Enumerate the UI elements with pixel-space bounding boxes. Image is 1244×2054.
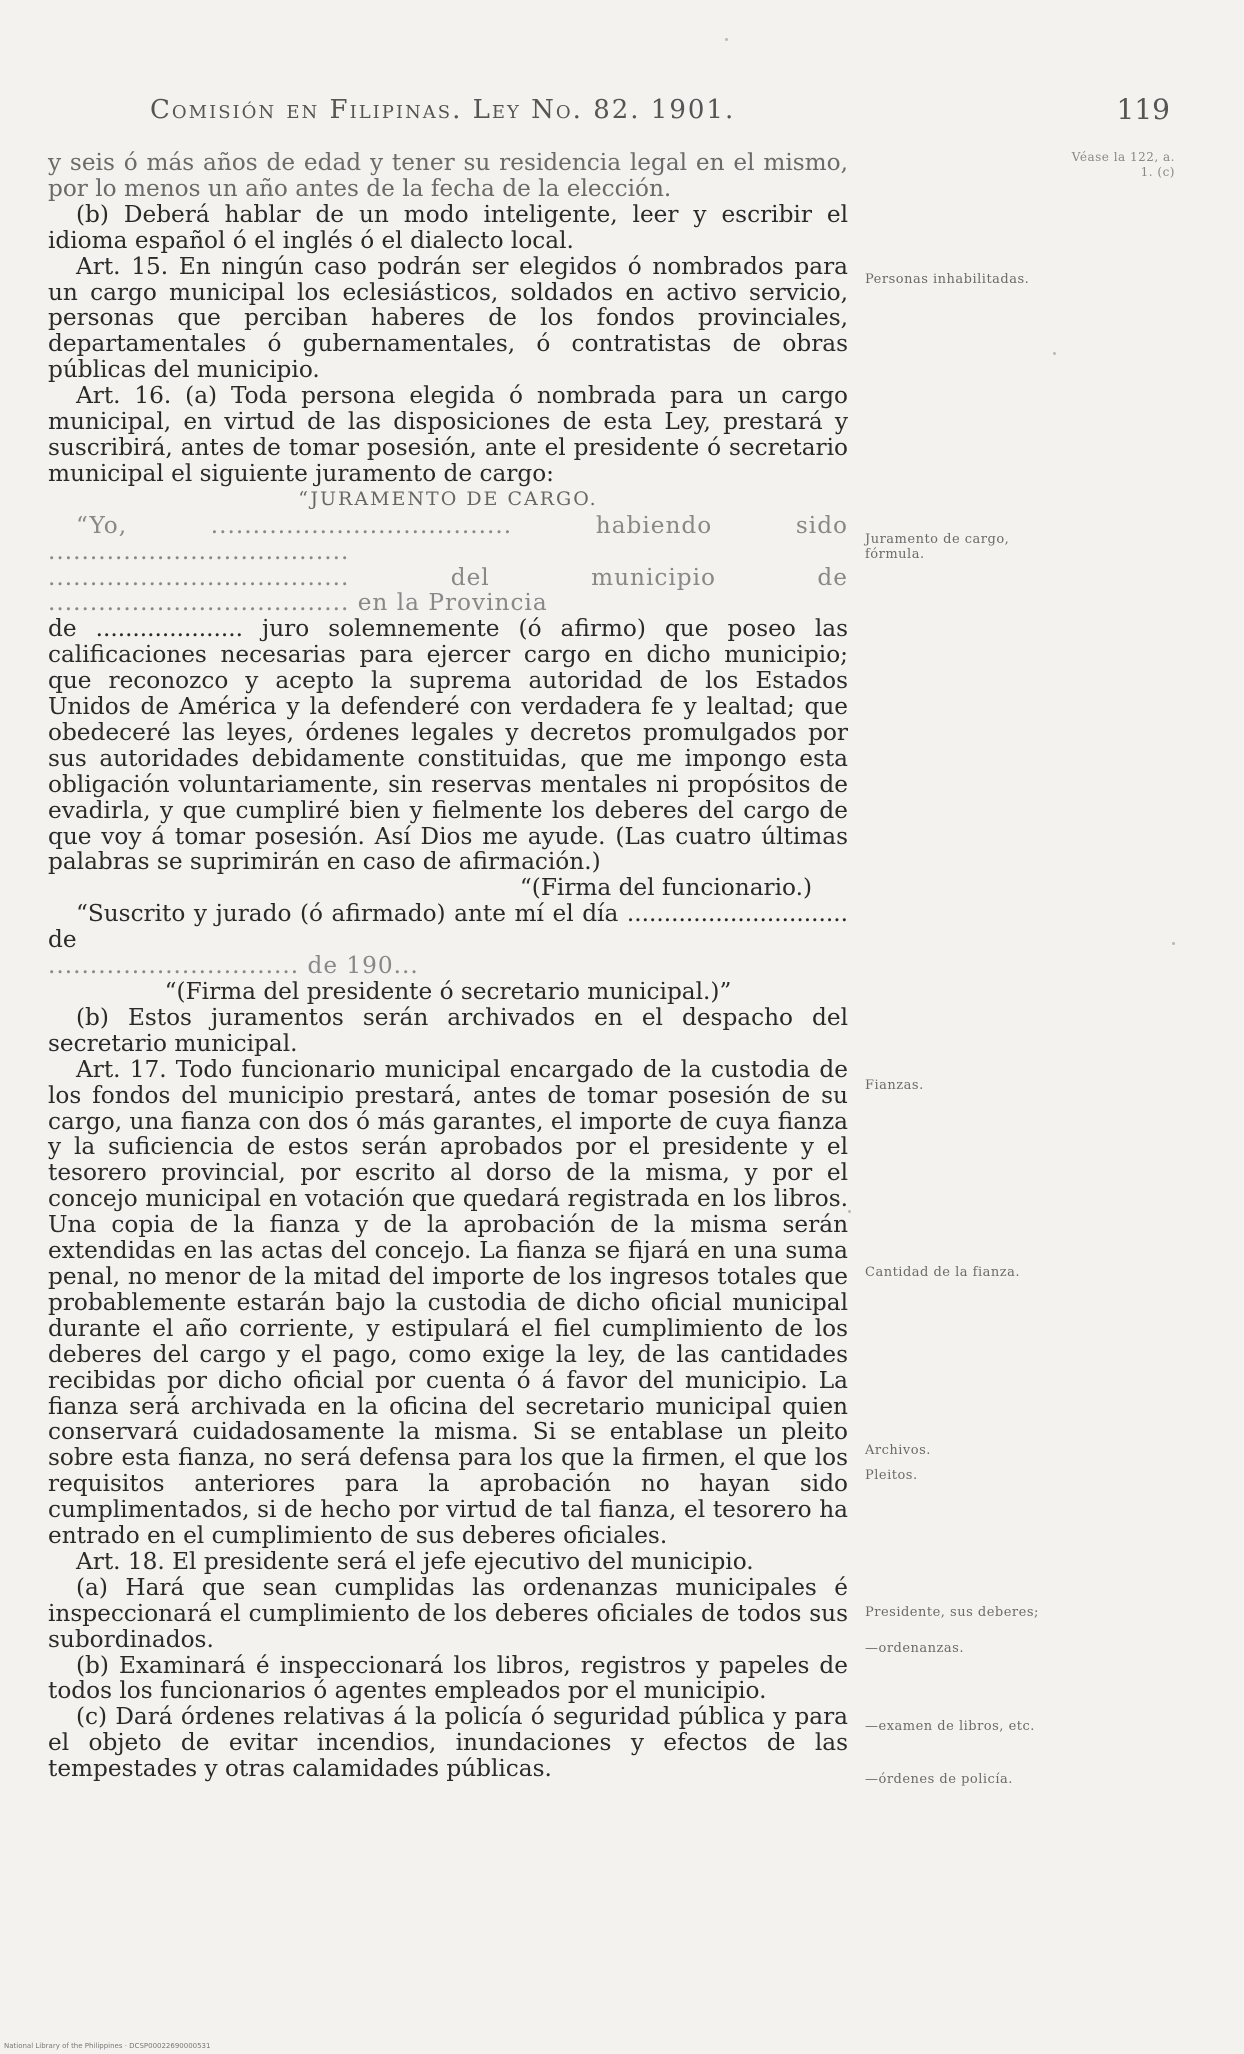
article-15: Art. 15. En ningún caso podrán ser elegidos ó nombrados para un cargo municipal los eclesiásticos, soldados en activo servicio, personas que perciban haberes de los fondos provinciales, departamentales ó gubernamentales, ó contratistas de obras públicas del municipio. bbox=[48, 252, 848, 384]
scan-speck bbox=[725, 38, 728, 41]
scan-speck bbox=[1172, 942, 1175, 945]
body-text bbox=[48, 150, 848, 1782]
running-head: Comisión en Filipinas. Ley No. 82. 1901. bbox=[150, 95, 736, 125]
oath-line-2: .................................... del municipio de .................................... en la Provincia bbox=[48, 563, 848, 617]
sworn-line-1: “Suscrito y jurado (ó afirmado) ante mí el día .............................. de bbox=[48, 900, 848, 954]
oath-title: “JURAMENTO DE CARGO. bbox=[298, 487, 598, 510]
side-note-ordenes-policia: —órdenes de policía. bbox=[865, 1772, 1013, 1787]
signature-president: “(Firma del presidente ó secretario municipal.)” bbox=[164, 978, 732, 1005]
article-18: Art. 18. El presidente será el jefe ejecutivo del municipio. bbox=[76, 1547, 754, 1575]
article-17: Art. 17. Todo funcionario municipal encargado de la custodia de los fondos del municipio prestará, antes de tomar posesión de su cargo, una fianza con dos ó más garantes, el importe de cuya fianza y la suficiencia de estos serán aprobados por el presidente y el tesorero provincial, por escrito al dorso de la misma, y por el concejo municipal en votación que quedará registrada en los libros. Una copia de la fianza y de la aprobación de la misma serán extendidas en las actas del concejo. La fianza se fijará en una suma penal, no menor de la mitad del importe de los ingresos totales que probablemente estarán bajo la custodia de dicho oficial municipal durante el año corriente, y estipulará el fiel cumplimiento de los deberes del cargo y el pago, como exige la ley, de las cantidades recibidas por dicho oficial por cuenta ó á favor del municipio. La fianza será archivada en la oficina del secretario municipal quien conservará cuidadosamente la misma. Si se entablase un pleito sobre esta fianza, no será defensa para los que la firmen, el que los requisitos anteriores para la aprobación no hayan sido cumplimentados, si de hecho por virtud de tal fianza, el tesorero ha entrado en el cumplimiento de sus deberes oficiales. bbox=[48, 1055, 848, 1550]
article-18b: (b) Examinará é inspeccionará los libros, registros y papeles de todos los funcionarios ó agentes empleados por el municipio. bbox=[48, 1651, 848, 1705]
side-note-archivos: Archivos. bbox=[865, 1443, 931, 1458]
side-note-pleitos: Pleitos. bbox=[865, 1468, 918, 1483]
article-16: Art. 16. (a) Toda persona elegida ó nombrada para un cargo municipal, en virtud de las disposiciones de esta Ley, prestará y suscribirá, antes de tomar posesión, ante el presidente ó secretario municipal el siguiente juramento de cargo: bbox=[48, 382, 848, 487]
scan-speck bbox=[848, 1210, 851, 1213]
side-note-cantidad: Cantidad de la fianza. bbox=[865, 1265, 1020, 1280]
scan-speck bbox=[1053, 352, 1056, 355]
side-note-examen: —examen de libros, etc. bbox=[865, 1719, 1035, 1734]
side-note-ordenanzas: —ordenanzas. bbox=[865, 1641, 964, 1656]
page-number: 119 bbox=[1116, 93, 1170, 126]
side-note-personas-inhabilitadas: Personas inhabilitadas. bbox=[865, 272, 1030, 287]
sworn-line-2: .............................. de 190... bbox=[48, 952, 419, 980]
side-note-vease: Véase la 122, a. 1. (c) bbox=[1071, 150, 1175, 179]
signature-official: “(Firma del funcionario.) bbox=[519, 874, 812, 902]
oath-body: de .................... juro solemnemente (ó afirmo) que poseo las calificaciones necesarias para ejercer cargo en dicho municipio; que reconozco y acepto la suprema autoridad de los Estados Unidos de América y la defenderé con verdadera fe y lealtad; que obedeceré las leyes, órdenes legales y decretos promulgados por sus autoridades debidamente constituidas, que me impongo esta obligación voluntariamente, sin reservas mentales ni propósitos de evadirla, y que cumpliré bien y fielmente los deberes del cargo de que voy á tomar posesión. Así Dios me ayude. (Las cuatro últimas palabras se suprimirán en caso de afirmación.) bbox=[48, 615, 848, 876]
side-note-fianzas: Fianzas. bbox=[865, 1078, 924, 1093]
scan-credit: National Library of the Philippines · DCSP00022690000531 bbox=[4, 2042, 211, 2050]
paragraph-idioma: (b) Deberá hablar de un modo inteligente, leer y escribir el idioma español ó el inglés ó el dialecto local. bbox=[48, 200, 848, 254]
side-note-juramento: Juramento de cargo, fórmula. bbox=[865, 532, 1010, 562]
page-header bbox=[150, 95, 1170, 135]
side-note-presidente: Presidente, sus deberes; bbox=[865, 1605, 1039, 1620]
article-18c: (c) Dará órdenes relativas á la policía ó seguridad pública y para el objeto de evitar incendios, inundaciones y efectos de las tempestades y otras calamidades públicas. bbox=[48, 1703, 848, 1783]
oath-line-1: “Yo, .................................... habiendo sido .................................... bbox=[48, 511, 848, 565]
article-18a: (a) Hará que sean cumplidas las ordenanzas municipales é inspeccionará el cumplimiento de los deberes oficiales de todos sus subordinados. bbox=[48, 1573, 848, 1653]
paragraph-residencia: y seis ó más años de edad y tener su residencia legal en el mismo, por lo menos un año antes de la fecha de la elección. bbox=[48, 149, 848, 202]
paragraph-16b: (b) Estos juramentos serán archivados en el despacho del secretario municipal. bbox=[48, 1003, 848, 1057]
